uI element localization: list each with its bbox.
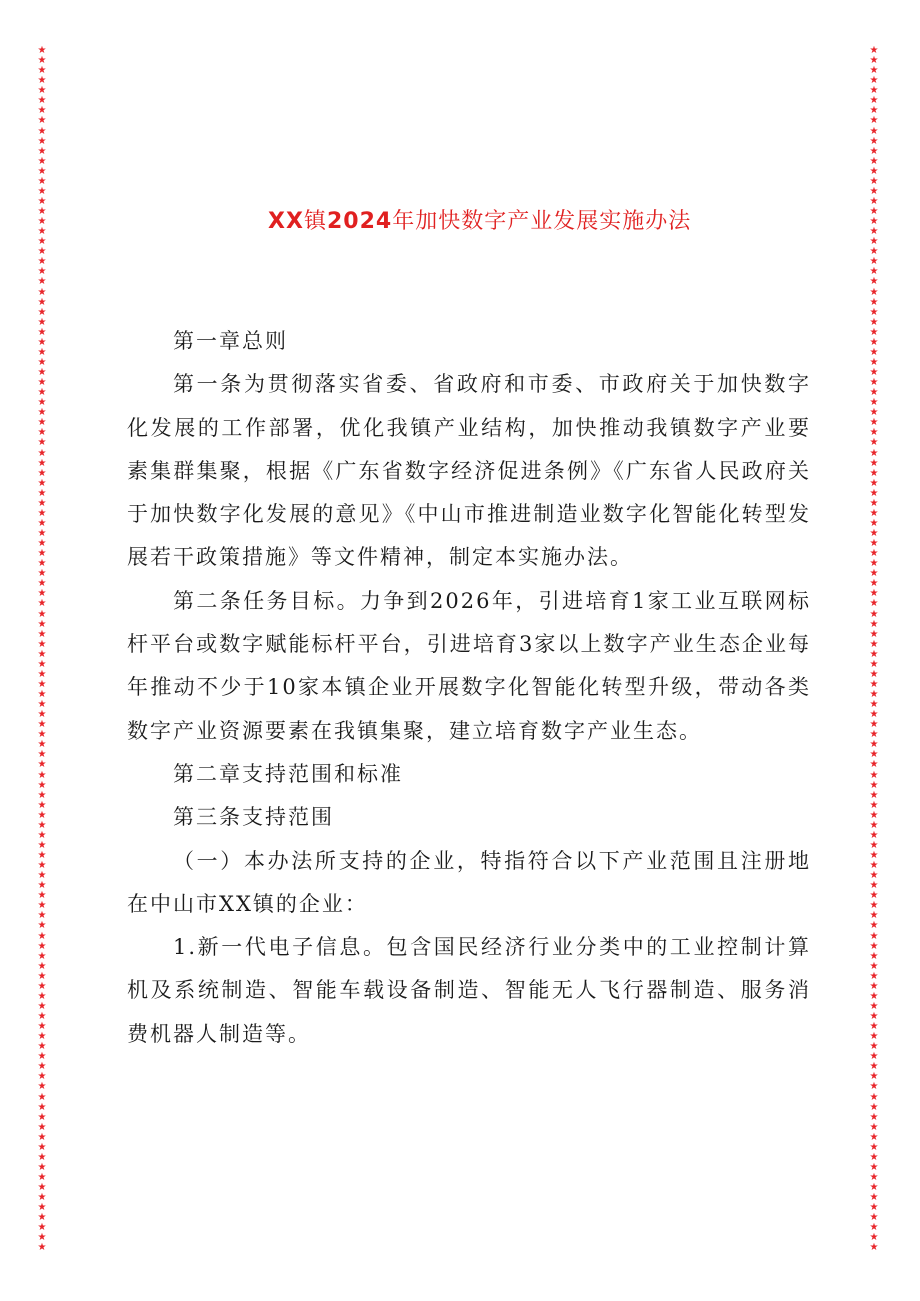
document-body bbox=[127, 320, 811, 1056]
right-star-border: ★ ★ ★ ★ ★ ★ ★ ★ ★ ★ ★ ★ ★ ★ ★ ★ ★ ★ ★ ★ ★ ★ ★ ★ ★ ★ ★ ★ ★ ★ ★ ★ ★ ★ ★ ★ ★ ★ ★ ★ ★ ★ ★ ★ ★ ★ ★ ★ ★ ★ ★ ★ ★ ★ ★ ★ ★ ★ ★ ★ ★ ★ ★ ★ ★ ★ ★ ★ ★ ★ ★ ★ ★ ★ ★ ★ ★ ★ ★ ★ ★ ★ ★ ★ ★ ★ ★ ★ ★ ★ ★ ★ ★ ★ ★ ★ ★ ★ ★ ★ ★ ★ ★ ★ ★ ★ ★ ★ ★ ★ ★ ★ ★ ★ ★ ★ ★ ★ ★ ★ bbox=[869, 46, 879, 1254]
item-1: 1.新一代电子信息。包含国民经济行业分类中的工业控制计算机及系统制造、智能车载设备制造、智能无人飞行器制造、服务消费机器人制造等。 bbox=[127, 935, 811, 1046]
article-2: 第二条任务目标。力争到2026年，引进培育1家工业互联网标杆平台或数字赋能标杆平台，引进培育3家以上数字产业生态企业每年推动不少于10家本镇企业开展数字化智能化转型升级，带动各类数字产业资源要素在我镇集聚，建立培育数字产业生态。 bbox=[127, 588, 811, 743]
clause-1: （一）本办法所支持的企业，特指符合以下产业范围且注册地在中山市XX镇的企业： bbox=[127, 848, 811, 916]
left-star-border: ★ ★ ★ ★ ★ ★ ★ ★ ★ ★ ★ ★ ★ ★ ★ ★ ★ ★ ★ ★ ★ ★ ★ ★ ★ ★ ★ ★ ★ ★ ★ ★ ★ ★ ★ ★ ★ ★ ★ ★ ★ ★ ★ ★ ★ ★ ★ ★ ★ ★ ★ ★ ★ ★ ★ ★ ★ ★ ★ ★ ★ ★ ★ ★ ★ ★ ★ ★ ★ ★ ★ ★ ★ ★ ★ ★ ★ ★ ★ ★ ★ ★ ★ ★ ★ ★ ★ ★ ★ ★ ★ ★ ★ ★ ★ ★ ★ ★ ★ ★ ★ ★ ★ ★ ★ ★ ★ ★ ★ ★ ★ ★ ★ ★ ★ ★ ★ ★ ★ ★ bbox=[37, 46, 47, 1254]
article-3-heading: 第三条支持范围 bbox=[173, 805, 334, 830]
chapter-1-heading: 第一章总则 bbox=[173, 329, 288, 353]
chapter-2-heading: 第二章支持范围和标准 bbox=[173, 761, 403, 786]
article-1: 第一条为贯彻落实省委、省政府和市委、市政府关于加快数字化发展的工作部署，优化我镇产业结构，加快推动我镇数字产业要素集群集聚，根据《广东省数字经济促进条例》《广东省人民政府关于加快数字化发展的意见》《中山市推进制造业数字化智能化转型发展若干政策措施》等文件精神，制定本实施办法。 bbox=[127, 372, 811, 570]
document-title: XX镇2024年加快数字产业发展实施办法 bbox=[268, 209, 692, 234]
